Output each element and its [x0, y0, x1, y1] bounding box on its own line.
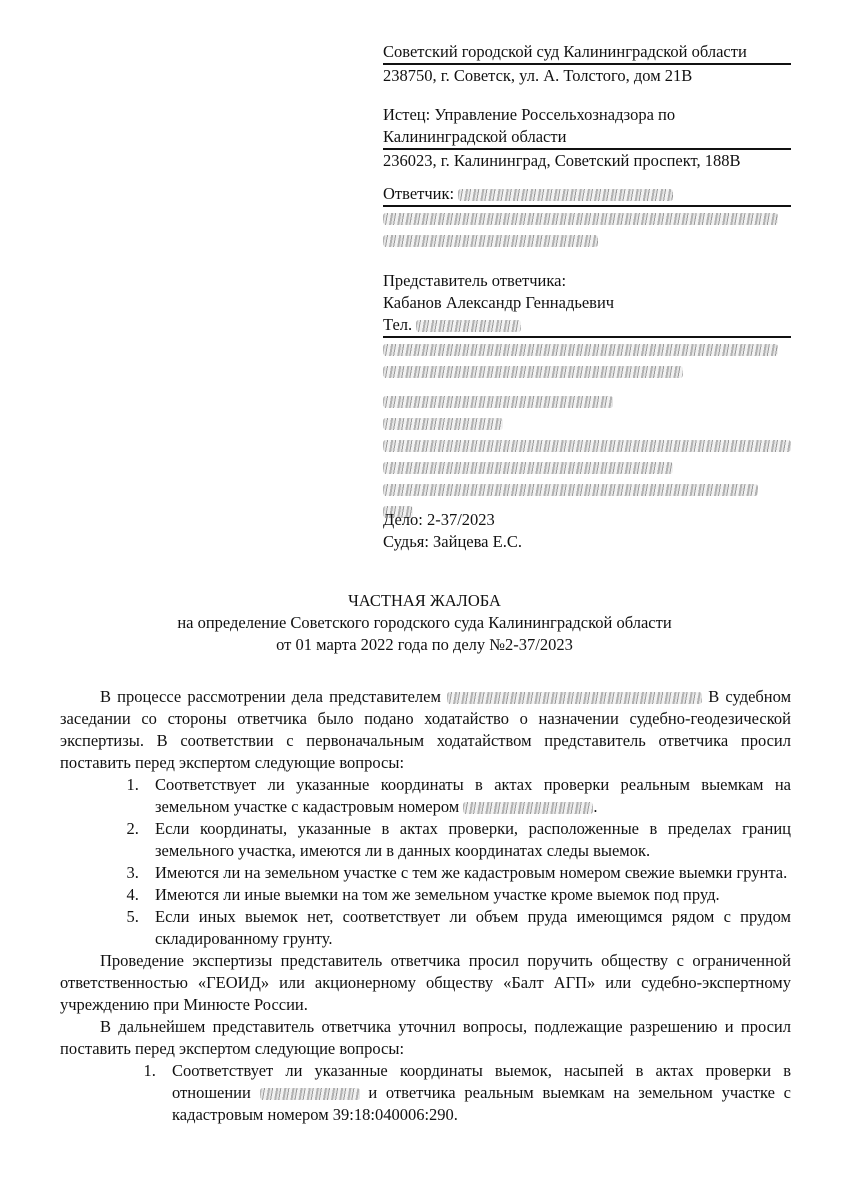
redacted-cadastral [463, 802, 593, 814]
representative-name: Кабанов Александр Геннадьевич [383, 293, 615, 312]
document-title [0, 590, 849, 656]
title-line2: на определение Советского городского суда Калининградской области [177, 613, 672, 632]
title-line3: от 01 марта 2022 года по делу №2-37/2023 [276, 635, 573, 654]
redacted-block [383, 390, 791, 522]
paragraph-2: Проведение экспертизы представитель ответчика просил поручить обществу с ограниченной ответственностью «ГЕОИД» или акционерному обществу «Балт АГП» или судебно-экспертному учреждению при Минюсте России. [60, 951, 791, 1014]
phone-label: Тел. [383, 315, 413, 334]
redacted-defendant-address [383, 213, 778, 225]
plaintiff-block [383, 104, 791, 172]
questions-list-2 [60, 1060, 791, 1126]
redacted-defendant-name [458, 189, 673, 201]
document-body [60, 686, 791, 1126]
case-number: Дело: 2-37/2023 [383, 510, 495, 529]
plaintiff-address: 236023, г. Калининград, Советский проспект, 188В [383, 151, 741, 170]
redacted-rep-address-2 [383, 366, 683, 378]
list-item: 1. Соответствует ли указанные координаты в актах проверки реальным выемкам на земельном участке с кадастровым номером . [143, 774, 791, 818]
redacted-names [447, 692, 702, 704]
representative-block [383, 270, 791, 382]
redacted-name [260, 1088, 360, 1100]
paragraph-3: В дальнейшем представитель ответчика уточнил вопросы, подлежащие разрешению и просил поставить перед экспертом следующие вопросы: [60, 1017, 791, 1058]
questions-list-1 [60, 774, 791, 950]
list-item: 3. Имеются ли на земельном участке с тем же кадастровым номером свежие выемки грунта. [143, 862, 791, 884]
court-block [383, 41, 791, 87]
redacted-phone [416, 320, 521, 332]
representative-label: Представитель ответчика: [383, 271, 567, 290]
redacted-defendant-address-2 [383, 235, 598, 247]
defendant-block [383, 183, 791, 251]
case-block [383, 509, 791, 553]
list-item: 1. Соответствует ли указанные координаты выемок, насыпей в актах проверки в отношении и ответчика реальным выемкам на земельном участке с кадастровым номером 39:18:040006:290. [160, 1060, 791, 1126]
list-item: 4. Имеются ли иные выемки на том же земельном участке кроме выемок под пруд. [143, 884, 791, 906]
plaintiff-line2: Калининградской области [383, 126, 791, 150]
redacted-rep-address [383, 344, 778, 356]
paragraph-1: В процессе рассмотрении дела представителем В судебном заседании со стороны ответчика было подано ходатайство о назначении судебно-геодезической экспертизы. В соответствии с первоначальным ходатайством представитель ответчика просил поставить перед экспертом следующие вопросы: [60, 687, 792, 772]
title-line1: ЧАСТНАЯ ЖАЛОБА [348, 591, 501, 610]
list-item: 2. Если координаты, указанные в актах проверки, расположенные в пределах границ земельного участка, имеются ли в данных координатах следы выемок. [143, 818, 791, 862]
plaintiff-line1: Истец: Управление Россельхознадзора по [383, 105, 676, 124]
defendant-label: Ответчик: [383, 184, 455, 203]
court-address: 238750, г. Советск, ул. А. Толстого, дом 21В [383, 66, 693, 85]
list-item: 5. Если иных выемок нет, соответствует ли объем пруда имеющимся рядом с прудом складированному грунту. [143, 906, 791, 950]
judge: Судья: Зайцева Е.С. [383, 532, 522, 551]
court-name: Советский городской суд Калининградской области [383, 41, 791, 65]
